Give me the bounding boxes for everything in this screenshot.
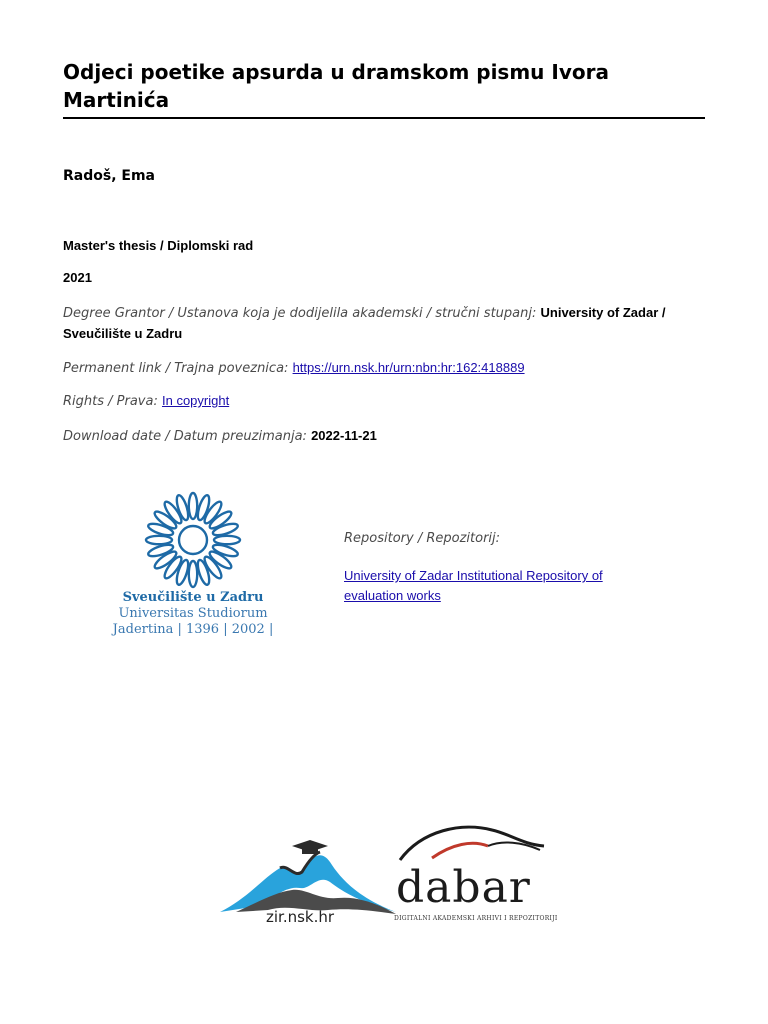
author-name: Radoš, Ema bbox=[63, 168, 155, 184]
title-divider bbox=[63, 117, 705, 119]
dabar-logo-subtitle: DIGITALNI AKADEMSKI ARHIVI I REPOZITORIJI bbox=[394, 915, 558, 922]
document-title: Odjeci poetike apsurda u dramskom pismu Ivora Martinića bbox=[63, 60, 609, 112]
emblem-petal bbox=[189, 493, 197, 519]
permanent-link-label: Permanent link / Trajna poveznica: bbox=[63, 361, 289, 376]
university-logo-line1: Sveučilište u Zadru bbox=[122, 590, 264, 605]
rights-label: Rights / Prava: bbox=[63, 394, 158, 409]
degree-grantor-value: University of Zadar / Sveučilište u Zadru bbox=[63, 305, 666, 341]
emblem-petal bbox=[174, 494, 190, 521]
thesis-type: Master's thesis / Diplomski rad bbox=[63, 238, 254, 253]
permanent-link[interactable]: https://urn.nsk.hr/urn:nbn:hr:162:418889 bbox=[292, 360, 525, 375]
university-logo-text bbox=[96, 590, 290, 638]
degree-grantor-row bbox=[63, 303, 703, 345]
zir-logo-text: zir.nsk.hr bbox=[266, 908, 335, 926]
emblem-petal bbox=[174, 559, 190, 586]
emblem-petal bbox=[212, 542, 239, 558]
emblem-petal bbox=[195, 494, 211, 521]
emblem-petal bbox=[147, 521, 174, 537]
emblem-petal bbox=[214, 536, 240, 544]
permanent-link-row bbox=[63, 358, 703, 379]
university-logo-line2: Universitas Studiorum bbox=[118, 606, 268, 621]
rights-row bbox=[63, 391, 703, 412]
emblem-petal bbox=[189, 561, 197, 587]
rights-link[interactable]: In copyright bbox=[161, 393, 230, 408]
emblem-petal bbox=[146, 536, 172, 544]
repository-link[interactable]: University of Zadar Institutional Repository of evaluation works bbox=[344, 568, 603, 603]
repository-label: Repository / Repozitorij: bbox=[344, 531, 501, 546]
dabar-logo-text: dabar bbox=[396, 862, 531, 913]
download-date-row bbox=[63, 426, 703, 447]
download-date-value: 2022-11-21 bbox=[311, 428, 377, 443]
thesis-year: 2021 bbox=[63, 270, 92, 285]
degree-grantor-label: Degree Grantor / Ustanova koja je dodijelila akademski / stručni stupanj: bbox=[63, 306, 537, 321]
university-logo-line3: Jadertina | 1396 | 2002 | bbox=[112, 622, 274, 637]
download-date-label: Download date / Datum preuzimanja: bbox=[63, 429, 307, 444]
